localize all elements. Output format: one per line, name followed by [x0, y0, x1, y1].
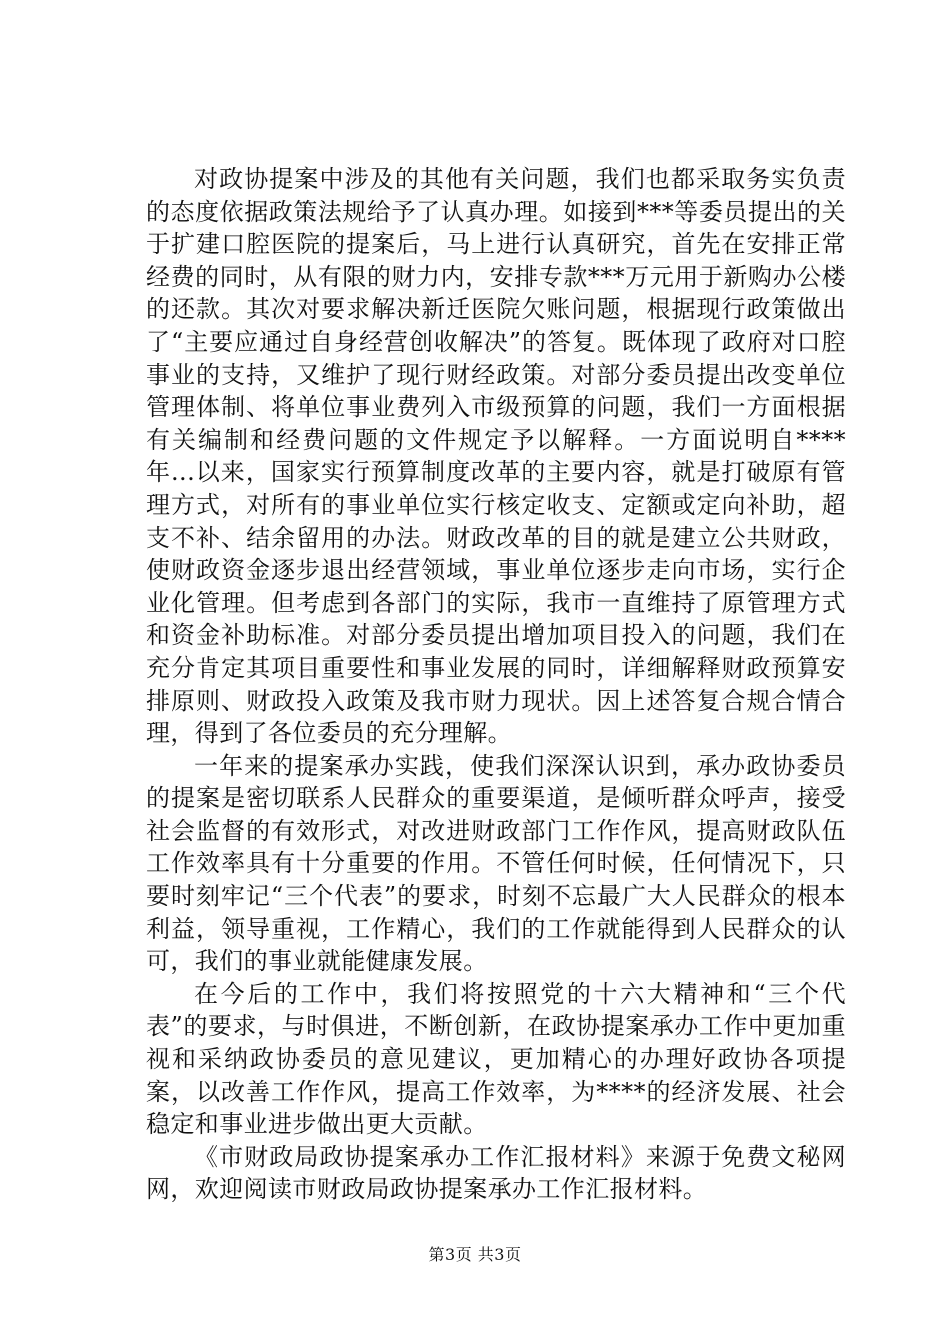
- paragraph-1: 对政协提案中涉及的其他有关问题，我们也都采取务实负责的态度依据政策法规给予了认真办理。如接到***等委员提出的关于扩建口腔医院的提案后，马上进行认真研究，首先在安排正常经费的同时，从有限的财力内，安排专款***万元用于新购办公楼的还款。其次对要求解决新迁医院欠账问题，根据现行政策做出了“主要应通过自身经营创收解决”的答复。既体现了政府对口腔事业的支持，又维护了现行财经政策。对部分委员提出改变单位管理体制、将单位事业费列入市级预算的问题，我们一方面根据有关编制和经费问题的文件规定予以解释。一方面说明自****年...以来，国家实行预算制度改革的主要内容，就是打破原有管理方式，对所有的事业单位实行核定收支、定额或定向补助，超支不补、结余留用的办法。财政改革的目的就是建立公共财政，使财政资金逐步退出经营领域，事业单位逐步走向市场，实行企业化管理。但考虑到各部门的实际，我市一直维持了原管理方式和资金补助标准。对部分委员提出增加项目投入的问题，我们在充分肯定其项目重要性和事业发展的同时，详细解释财政预算安排原则、财政投入政策及我市财力现状。因上述答复合规合情合理，得到了各位委员的充分理解。: [146, 165, 846, 748]
- document-body: [146, 163, 846, 1206]
- paragraph-2: 一年来的提案承办实践，使我们深深认识到，承办政协委员的提案是密切联系人民群众的重要渠道，是倾听群众呼声，接受社会监督的有效形式，对改进财政部门工作作风，提高财政队伍工作效率具有十分重要的作用。不管任何时候，任何情况下，只要时刻牢记“三个代表”的要求，时刻不忘最广大人民群众的根本利益，领导重视，工作精心，我们的工作就能得到人民群众的认可，我们的事业就能健康发展。: [146, 751, 846, 976]
- page-number-footer: 第3页 共3页: [428, 1245, 522, 1264]
- paragraph-4: 《市财政局政协提案承办工作汇报材料》来源于免费文秘网网，欢迎阅读市财政局政协提案承办工作汇报材料。: [146, 1142, 846, 1204]
- paragraph-3: 在今后的工作中，我们将按照党的十六大精神和“三个代表”的要求，与时俱进，不断创新，在政协提案承办工作中更加重视和采纳政协委员的意见建议，更加精心的办理好政协各项提案，以改善工作作风，提高工作效率，为****的经济发展、社会稳定和事业进步做出更大贡献。: [146, 979, 846, 1139]
